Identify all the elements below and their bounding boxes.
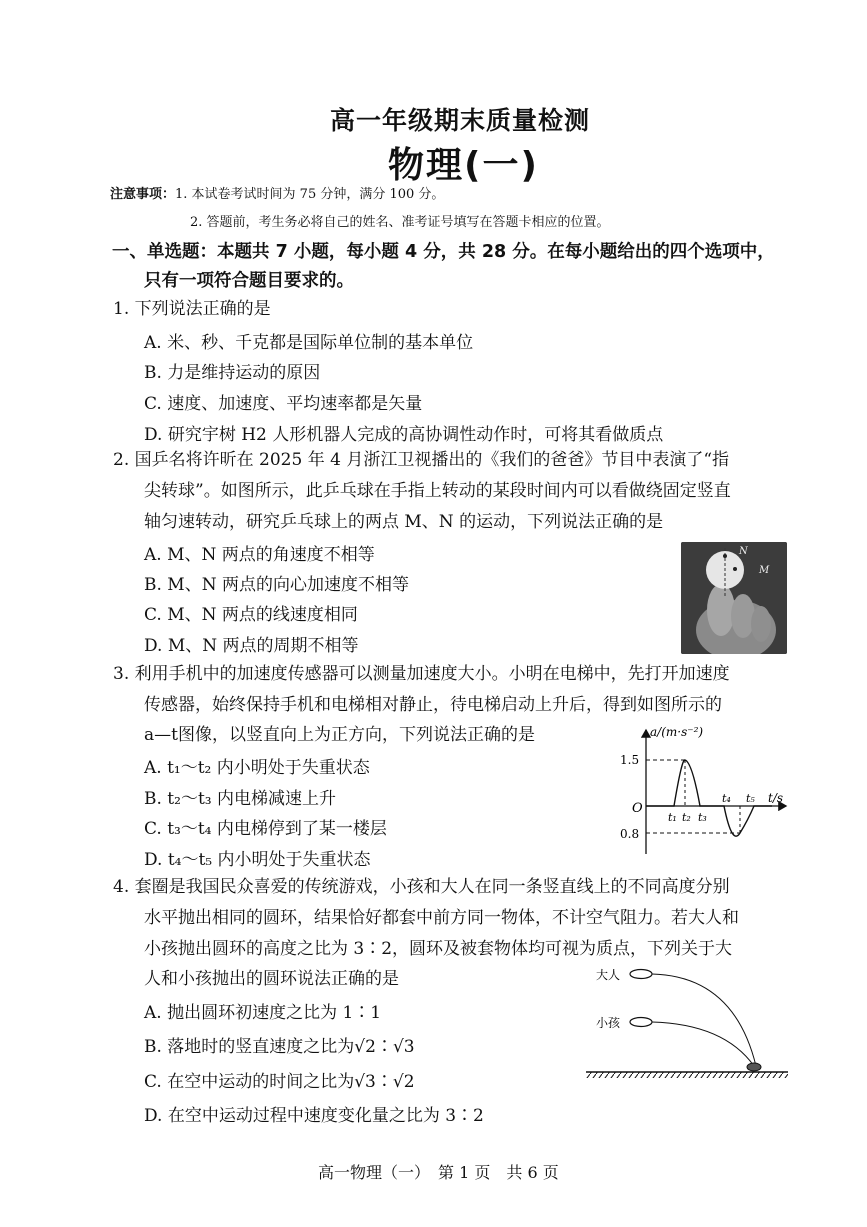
target-object: [747, 1063, 761, 1071]
exam-title: 高一年级期末质量检测: [330, 106, 591, 135]
q4-ring-toss-figure: [584, 962, 790, 1086]
graph-t2: t₂: [682, 811, 691, 824]
q1-option-b: B. 力是维持运动的原因: [144, 363, 321, 383]
graph-origin: O: [632, 801, 643, 816]
q1-stem: 1. 下列说法正确的是: [113, 299, 271, 319]
subject-title: 物理(一): [388, 145, 539, 186]
child-trajectory: [652, 1022, 754, 1066]
graph-t5: t₅: [746, 792, 755, 805]
graph-t4: t₄: [722, 792, 731, 805]
q3-stem-line-1: 3. 利用手机中的加速度传感器可以测量加速度大小。小明在电梯中，先打开加速度: [113, 664, 730, 684]
fingertip-ball-illustration: [681, 542, 787, 654]
q2-option-b: B. M、N 两点的向心加速度不相等: [144, 575, 409, 595]
graph-y-tick-1-5: 1.5: [620, 753, 640, 767]
child-ring: [630, 1018, 652, 1027]
ground-hatch: [586, 1072, 788, 1078]
q1-option-c: C. 速度、加速度、平均速率都是矢量: [144, 394, 423, 414]
q4-option-c: C. 在空中运动的时间之比为√3∶√2: [144, 1072, 415, 1092]
adult-trajectory: [652, 974, 756, 1066]
q4-stem-line-4: 人和小孩抛出的圆环说法正确的是: [144, 969, 399, 989]
page-footer: 高一物理（一） 第 1 页 共 6 页: [318, 1163, 559, 1182]
q2-stem-line-1: 2. 国乒名将许昕在 2025 年 4 月浙江卫视播出的《我们的爸爸》节目中表演了“指: [113, 450, 730, 470]
q3-option-b: B. t₂～t₃ 内电梯减速上升: [144, 789, 336, 809]
q2-stem-line-3: 轴匀速转动，研究乒乓球上的两点 M、N 的运动，下列说法正确的是: [144, 512, 664, 532]
graph-t3: t₃: [698, 811, 707, 824]
q2-option-d: D. M、N 两点的周期不相等: [144, 636, 359, 656]
q2-option-c: C. M、N 两点的线速度相同: [144, 605, 358, 625]
adult-ring: [630, 970, 652, 979]
graph-y-tick-0-8: 0.8: [620, 827, 640, 841]
fig-label-adult: 大人: [596, 968, 621, 982]
q3-option-d: D. t₄～t₅ 内小明处于失重状态: [144, 850, 371, 870]
section-heading-line-2: 只有一项符合题目要求的。: [144, 271, 354, 291]
q4-option-d: D. 在空中运动过程中速度变化量之比为 3∶2: [144, 1106, 484, 1126]
q3-at-graph: [612, 722, 792, 860]
notice-item-2: 2. 答题前，考生务必将自己的姓名、准考证号填写在答题卡相应的位置。: [190, 215, 610, 230]
q2-stem-line-2: 尖转球”。如图所示，此乒乓球在手指上转动的某段时间内可以看做绕固定竖直: [144, 481, 731, 501]
q3-stem-line-3: a—t图像，以竖直向上为正方向，下列说法正确的是: [144, 725, 535, 745]
q1-option-a: A. 米、秒、千克都是国际单位制的基本单位: [144, 333, 474, 353]
notice-item-1: 1. 本试卷考试时间为 75 分钟，满分 100 分。: [175, 187, 445, 202]
q3-option-c: C. t₃～t₄ 内电梯停到了某一楼层: [144, 819, 387, 839]
q4-stem-line-2: 水平抛出相同的圆环，结果恰好都套中前方同一物体，不计空气阻力。若大人和: [144, 908, 739, 928]
q1-option-d: D. 研究宇树 H2 人形机器人完成的高协调性动作时，可将其看做质点: [144, 425, 664, 445]
q3-option-a: A. t₁～t₂ 内小明处于失重状态: [144, 758, 370, 778]
fig-label-child: 小孩: [596, 1016, 621, 1030]
section-heading-line-1: 一、单选题：本题共 7 小题，每小题 4 分，共 28 分。在每小题给出的四个选项中，: [112, 242, 775, 262]
q4-stem-line-3: 小孩抛出圆环的高度之比为 3∶2，圆环及被套物体均可视为质点，下列关于大: [144, 939, 733, 959]
q2-figure-photo: [681, 542, 787, 654]
q2-option-a: A. M、N 两点的角速度不相等: [144, 545, 375, 565]
graph-x-label: t/s: [768, 791, 784, 805]
graph-y-label: a/(m·s⁻²): [650, 725, 704, 739]
q3-stem-line-2: 传感器，始终保持手机和电梯相对静止，待电梯启动上升后，得到如图所示的: [144, 695, 722, 715]
fig-label-n: N: [739, 546, 748, 557]
graph-t1: t₁: [668, 811, 677, 824]
q4-option-a: A. 抛出圆环初速度之比为 1∶1: [144, 1003, 382, 1023]
notice-line-1: [110, 183, 444, 202]
fig-label-m: M: [759, 565, 770, 576]
notice-label: 注意事项：: [110, 187, 176, 202]
q4-option-b: B. 落地时的竖直速度之比为√2∶√3: [144, 1037, 415, 1057]
q4-stem-line-1: 4. 套圈是我国民众喜爱的传统游戏，小孩和大人在同一条竖直线上的不同高度分别: [113, 877, 730, 897]
